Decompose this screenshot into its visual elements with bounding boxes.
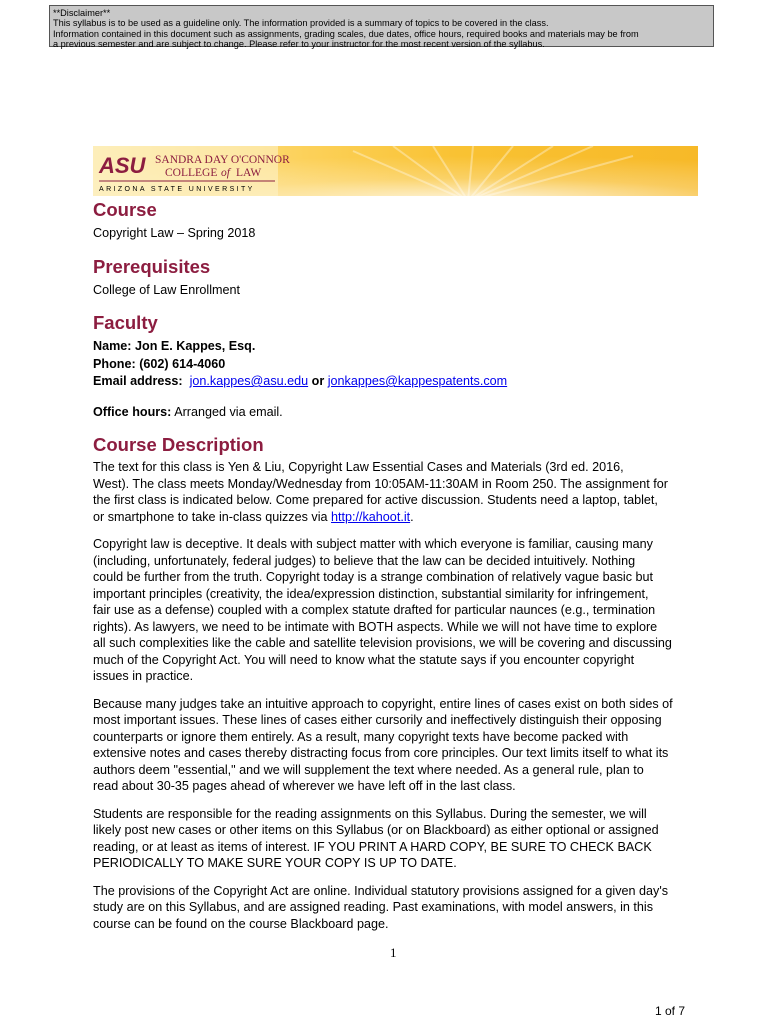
email-link-kappespatents[interactable]: jonkappes@kappespatents.com <box>327 374 508 388</box>
paragraph-line: Because many judges take an intuitive approach to copyright, entire lines of cases exist on both sides of <box>93 696 673 711</box>
school-name-college: COLLEGE <box>165 167 218 179</box>
faculty-email-line <box>93 373 701 390</box>
email-label: Email address: <box>93 374 183 388</box>
description-paragraph-4 <box>93 806 701 872</box>
prerequisites-text: College of Law Enrollment <box>93 282 241 297</box>
course-text: Copyright Law – Spring 2018 <box>93 226 256 240</box>
paragraph-line: all such complexities like the cable and satellite television provisions, we will be covering and discussing <box>93 636 672 650</box>
syllabus-body <box>93 198 701 932</box>
description-paragraph-5 <box>93 883 701 933</box>
paragraph-line: extensive notes and cases thereby distracting focus from core principles. Our text limits itself to what its <box>93 746 669 760</box>
paragraph-line: fair use as a defense) coupled with a complex statute drafted for particular naunces (e.g., termination <box>93 603 656 617</box>
paragraph-line: read about 30-35 pages ahead of wherever we have left off in the last class. <box>93 779 516 793</box>
paragraph-line: issues in practice. <box>93 669 194 683</box>
paragraph-line: (including, unfortunately, federal judges) to believe that the law can be decided intuitively. Nothing <box>93 553 636 568</box>
office-hours-label: Office hours: <box>93 404 172 419</box>
faculty-info <box>93 338 701 420</box>
kahoot-prefix: or smartphone to take in-class quizzes via <box>93 509 331 524</box>
paragraph-line: course can be found on the course Blackboard page. <box>93 916 389 931</box>
page-count: 1 of 7 <box>655 1004 686 1018</box>
disclaimer-line: a previous semester and are subject to change. Please refer to your instructor for the most recent version of the syllabus. <box>53 38 545 49</box>
asu-wordmark: ASU <box>99 153 146 178</box>
name-label: Name: <box>93 339 132 353</box>
description-paragraph-2 <box>93 536 701 685</box>
asu-law-logo <box>93 146 698 196</box>
kahoot-link[interactable]: http://kahoot.it <box>331 509 411 524</box>
phone-label: Phone: <box>93 356 136 371</box>
page-number: 1 <box>390 945 397 960</box>
disclaimer-line: **Disclaimer** <box>53 8 111 18</box>
disclaimer-box <box>49 5 714 47</box>
paragraph-line: PERIODICALLY TO MAKE SURE YOUR COPY IS UP TO DATE. <box>93 856 457 870</box>
paragraph-line: The provisions of the Copyright Act are online. Individual statutory provisions assigned for a given day's <box>93 883 669 898</box>
paragraph-line: reading, or at least as items of interest. IF YOU PRINT A HARD COPY, BE SURE TO CHECK BACK <box>93 839 652 854</box>
disclaimer-line: This syllabus is to be used as a guideline only. The information provided is a summary of topics to be covered in the class. <box>53 18 549 29</box>
school-name-line1: SANDRA DAY O'CONNOR <box>155 154 290 166</box>
paragraph-line: The text for this class is Yen & Liu, Copyright Law Essential Cases and Materials (3rd ed. 2016, <box>93 460 624 474</box>
school-name-law: LAW <box>236 167 262 179</box>
paragraph-line: Copyright law is deceptive. It deals with subject matter with which everyone is familiar, causing many <box>93 537 653 551</box>
kahoot-suffix: . <box>410 509 414 524</box>
course-description-heading: Course Description <box>93 434 264 455</box>
paragraph-line: most important issues. These lines of cases either cursorily and ineffectively distinguish their opposing <box>93 713 662 727</box>
disclaimer-line: Information contained in this document such as assignments, grading scales, due dates, office hours, required books and materials may be from <box>53 28 639 39</box>
paragraph-line: authors deem "essential," and we will supplement the text where needed. As a general rule, plan to <box>93 762 644 777</box>
office-hours-line <box>93 404 701 421</box>
paragraph-line: likely post new cases or other items on this Syllabus (or on Blackboard) as either optional or assigned <box>93 823 659 837</box>
faculty-phone: (602) 614-4060 <box>139 356 226 371</box>
paragraph-line: much of the Copyright Act. You will need to know what the statute says if you encounter copyright <box>93 652 635 667</box>
school-name-of: of <box>221 167 230 179</box>
office-hours-text: Arranged via email. <box>174 404 283 419</box>
faculty-name: Jon E. Kappes, Esq. <box>135 339 256 353</box>
paragraph-line: study are on this Syllabus, and are assigned reading. Past examinations, with model answers, in this <box>93 900 654 914</box>
faculty-name-line <box>93 338 701 355</box>
paragraph-line: the first class is indicated below. Come prepared for active discussion. Students need a laptop, tablet, <box>93 493 658 507</box>
faculty-heading: Faculty <box>93 312 158 333</box>
course-heading: Course <box>93 199 157 220</box>
paragraph-line: West). The class meets Monday/Wednesday from 10:05AM-11:30AM in Room 250. The assignment for <box>93 476 668 491</box>
description-paragraph-1 <box>93 459 701 525</box>
university-name: ARIZONA STATE UNIVERSITY <box>99 186 255 193</box>
email-link-asu[interactable]: jon.kappes@asu.edu <box>189 374 309 388</box>
asu-law-banner <box>93 146 698 196</box>
faculty-phone-line <box>93 356 701 373</box>
description-paragraph-3 <box>93 696 701 795</box>
paragraph-line: rights). As lawyers, we need to be intimate with BOTH aspects. While we will not have time to explore <box>93 619 658 634</box>
paragraph-line: could be further from the truth. Copyright today is a strange combination of relatively vague basic but <box>93 570 654 584</box>
paragraph-line: Students are responsible for the reading assignments on this Syllabus. During the semester, we will <box>93 806 647 821</box>
paragraph-line <box>93 509 701 526</box>
paragraph-line: important principles (creativity, the idea/expression distinction, substantial similarity for infringement, <box>93 586 649 601</box>
email-or: or <box>311 374 325 388</box>
paragraph-line: counterparts or ignore them entirely. As a result, many copyright texts have become packed with <box>93 729 629 744</box>
prerequisites-heading: Prerequisites <box>93 255 211 277</box>
